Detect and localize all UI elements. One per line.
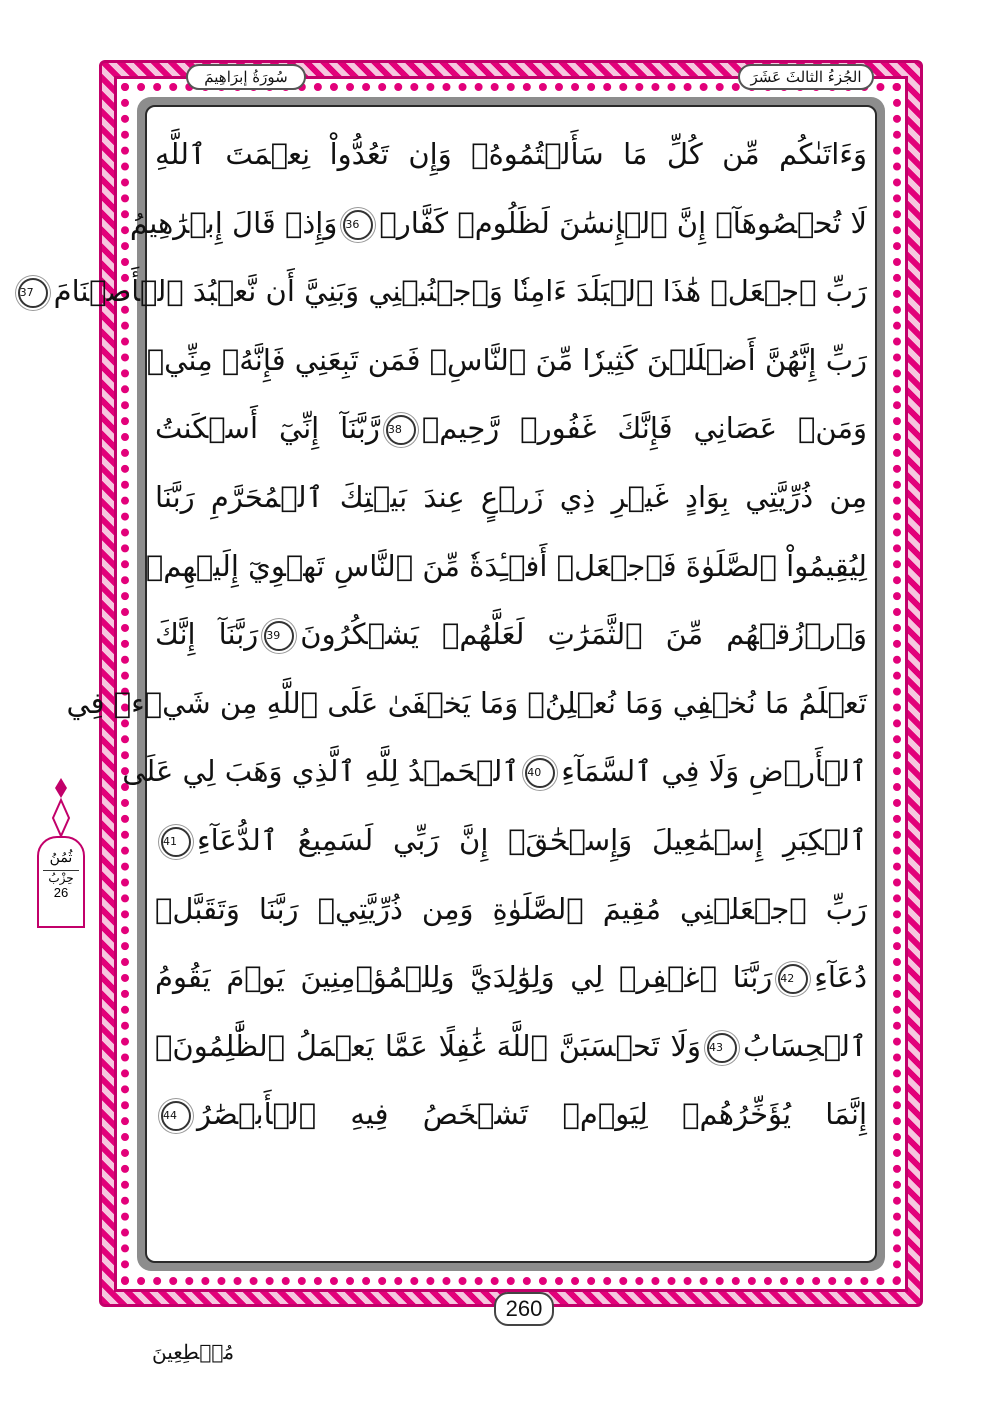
catchword: مُهۡطِعِينَ — [152, 1340, 235, 1364]
surah-label: سُورَةُ إبرَاهِيمَ — [186, 64, 306, 90]
quran-line — [155, 1012, 867, 1081]
ayah-number-marker: 38 — [386, 415, 416, 445]
verse-text: دُعَآءِ — [814, 960, 867, 995]
quran-line — [155, 943, 867, 1012]
ayah-number-marker: 40 — [525, 758, 555, 788]
hizb-marker — [31, 778, 91, 928]
verse-text: وَلَا تَحۡسَبَنَّ ٱللَّهَ غَٰفِلًا عَمَّا يَعۡمَلُ ٱلظَّٰلِمُونَۚ — [155, 1028, 702, 1063]
verse-text: مِن ذُرِّيَّتِي بِوَادٍ غَيۡرِ ذِي زَرۡعٍ عِندَ بَيۡتِكَ ٱلۡمُحَرَّمِ رَبَّنَا — [155, 479, 867, 514]
quran-line — [155, 600, 867, 669]
ayah-number-marker: 43 — [707, 1033, 737, 1063]
quran-line — [155, 394, 867, 463]
quran-line — [122, 737, 867, 806]
juz-label: الجُزءُ الثالثَ عَشَرَ — [738, 64, 874, 90]
ayah-number-marker: 37 — [18, 278, 48, 308]
ornament-icon — [51, 778, 71, 838]
page-number: 260 — [494, 1292, 554, 1326]
quran-line — [66, 669, 867, 738]
verse-text: وَمَنۡ عَصَانِي فَإِنَّكَ غَفُورٞ رَّحِيمٞ — [421, 411, 867, 446]
verse-text: وَءَاتَىٰكُم مِّن كُلِّ مَا سَأَلۡتُمُوهُۚ وَإِن تَعُدُّواْ نِعۡمَتَ ٱللَّهِ — [155, 137, 867, 171]
ayah-number-marker: 41 — [161, 827, 191, 857]
verse-text: لِيُقِيمُواْ ٱلصَّلَوٰةَ فَٱجۡعَلۡ أَفۡـِٔدَةٗ مِّنَ ٱلنَّاسِ تَهۡوِيٓ إِلَيۡهِمۡ — [145, 548, 867, 583]
quran-line — [155, 463, 867, 532]
hizb-label: حِزْبُ — [43, 870, 79, 885]
quran-line — [155, 1080, 867, 1149]
quran-line — [129, 189, 867, 258]
ayah-number-marker: 36 — [343, 210, 373, 240]
hizb-box — [37, 836, 85, 928]
verse-text: إِنَّمَا يُؤَخِّرُهُمۡ لِيَوۡمٖ تَشۡخَصُ فِيهِ ٱلۡأَبۡصَٰرُ — [197, 1097, 867, 1132]
quran-line — [145, 532, 867, 601]
verse-text: لَا تُحۡصُوهَآۗ إِنَّ ٱلۡإِنسَٰنَ لَظَلُومٞ كَفَّارٞ — [379, 205, 867, 240]
verse-text: رَّبَّنَآ إِنِّيٓ أَسۡكَنتُ — [155, 411, 380, 446]
quran-line — [146, 326, 867, 395]
verse-text: رَبَّنَا ٱغۡفِرۡ لِي وَلِوَٰلِدَيَّ وَلِلۡمُؤۡمِنِينَ يَوۡمَ يَقُومُ — [155, 960, 773, 995]
quran-line — [19, 257, 867, 326]
verse-text: وَإِذۡ قَالَ إِبۡرَٰهِيمُ — [129, 205, 338, 240]
hizb-number: 26 — [53, 885, 69, 900]
quran-line — [155, 120, 867, 189]
verse-text: رَبِّ إِنَّهُنَّ أَضۡلَلۡنَ كَثِيرٗا مِّنَ ٱلنَّاسِۖ فَمَن تَبِعَنِي فَإِنَّهُۥ مِنِّيۖ — [146, 342, 867, 377]
quran-line — [155, 875, 867, 944]
verse-text: ٱلۡأَرۡضِ وَلَا فِي ٱلسَّمَآءِ — [561, 754, 867, 789]
verse-text: رَبِّ ٱجۡعَلۡنِي مُقِيمَ ٱلصَّلَوٰةِ وَمِن ذُرِّيَّتِيۚ رَبَّنَا وَتَقَبَّلۡ — [155, 891, 867, 926]
ayah-number-marker: 44 — [161, 1101, 191, 1131]
verse-text: وَٱرۡزُقۡهُم مِّنَ ٱلثَّمَرَٰتِ لَعَلَّهُمۡ يَشۡكُرُونَ — [300, 617, 868, 652]
ayah-number-marker: 42 — [778, 964, 808, 994]
hizb-thumn: ثُمُنُ — [49, 850, 73, 866]
verse-text: ٱلۡحَمۡدُ لِلَّهِ ٱلَّذِي وَهَبَ لِي عَلَى — [122, 754, 520, 789]
quran-line — [155, 806, 867, 875]
verse-text: ٱلۡكِبَرِ إِسۡمَٰعِيلَ وَإِسۡحَٰقَۚ إِنَّ رَبِّي لَسَمِيعُ ٱلدُّعَآءِ — [197, 822, 867, 857]
verse-text: تَعۡلَمُ مَا نُخۡفِي وَمَا نُعۡلِنُۗ وَمَا يَخۡفَىٰ عَلَى ٱللَّهِ مِن شَيۡءٖ فِي — [66, 685, 867, 720]
ayah-number-marker: 39 — [264, 621, 294, 651]
verse-text: رَبَّنَآ إِنَّكَ — [155, 617, 259, 652]
verse-text: ٱلۡحِسَابُ — [743, 1028, 867, 1063]
verse-text: رَبِّ ٱجۡعَلۡ هَٰذَا ٱلۡبَلَدَ ءَامِنٗا وَٱجۡنُبۡنِي وَبَنِيَّ أَن نَّعۡبُدَ ٱلۡأَصۡنَامَ — [53, 274, 867, 309]
